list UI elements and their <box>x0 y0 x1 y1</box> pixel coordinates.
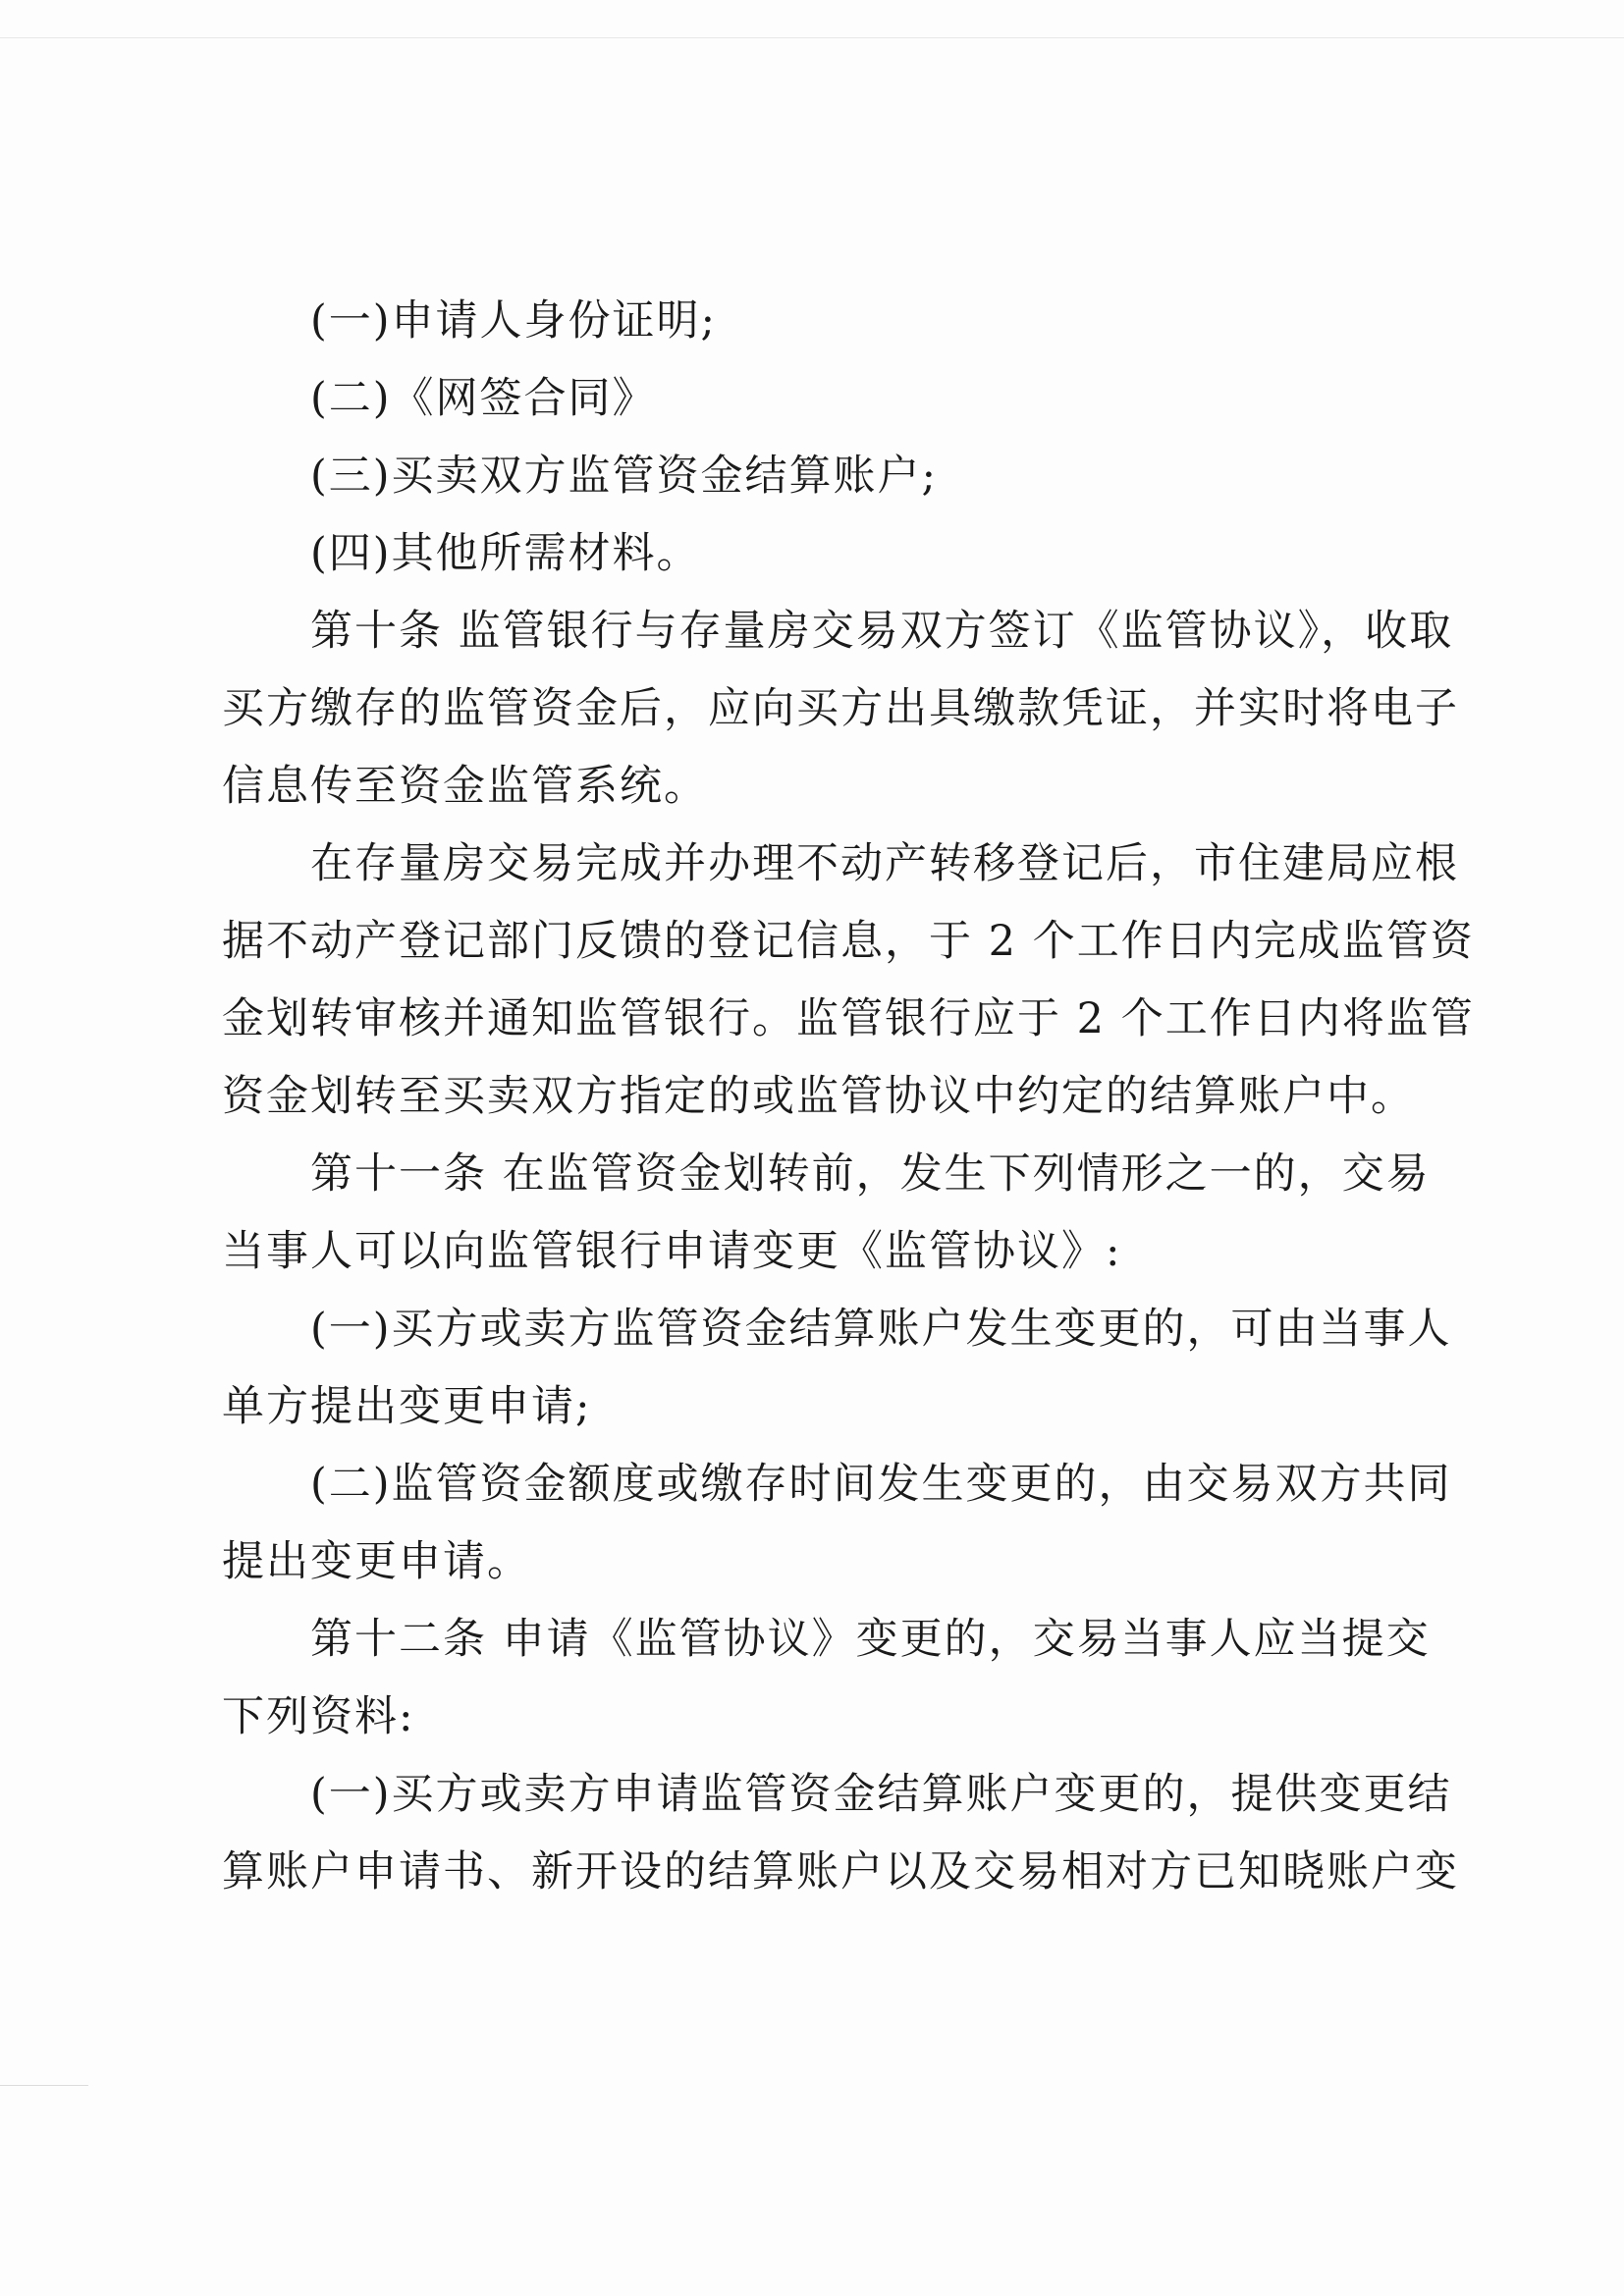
text-line: 下列资料: <box>222 1692 415 1741</box>
text-line: 第十条 监管银行与存量房交易双方签订《监管协议》，收取 <box>310 607 1454 656</box>
text-line: 在存量房交易完成并办理不动产转移登记后，市住建局应根 <box>310 839 1459 888</box>
scan-edge-mark <box>0 2085 88 2086</box>
text-line: (二)《网签合同》 <box>310 374 657 423</box>
text-line: 信息传至资金监管系统。 <box>222 762 708 811</box>
text-line: 第十二条 申请《监管协议》变更的，交易当事人应当提交 <box>310 1615 1431 1664</box>
text-line: (一)申请人身份证明; <box>310 296 718 346</box>
text-line: 提出变更申请。 <box>222 1537 531 1586</box>
scan-edge-top <box>0 37 1624 38</box>
text-line: 金划转审核并通知监管银行。监管银行应于 2 个工作日内将监管 <box>222 994 1475 1043</box>
text-line: (一)买方或卖方监管资金结算账户发生变更的，可由当事人 <box>310 1305 1452 1354</box>
text-line: 买方缴存的监管资金后，应向买方出具缴款凭证，并实时将电子 <box>222 684 1459 733</box>
text-line: 算账户申请书、新开设的结算账户以及交易相对方已知晓账户变 <box>222 1847 1459 1896</box>
document-body <box>222 283 1475 1911</box>
text-line: (二)监管资金额度或缴存时间发生变更的，由交易双方共同 <box>310 1460 1452 1509</box>
text-line: 单方提出变更申请; <box>222 1382 592 1431</box>
text-line: (三)买卖双方监管资金结算账户; <box>310 452 939 501</box>
text-line: (一)买方或卖方申请监管资金结算账户变更的，提供变更结 <box>310 1770 1452 1819</box>
text-line: 当事人可以向监管银行申请变更《监管协议》: <box>222 1227 1122 1276</box>
text-line: 资金划转至买卖双方指定的或监管协议中约定的结算账户中。 <box>222 1072 1415 1121</box>
text-line: (四)其他所需材料。 <box>310 529 701 578</box>
text-line: 第十一条 在监管资金划转前，发生下列情形之一的，交易 <box>310 1149 1431 1199</box>
text-line: 据不动产登记部门反馈的登记信息，于 2 个工作日内完成监管资 <box>222 917 1475 966</box>
